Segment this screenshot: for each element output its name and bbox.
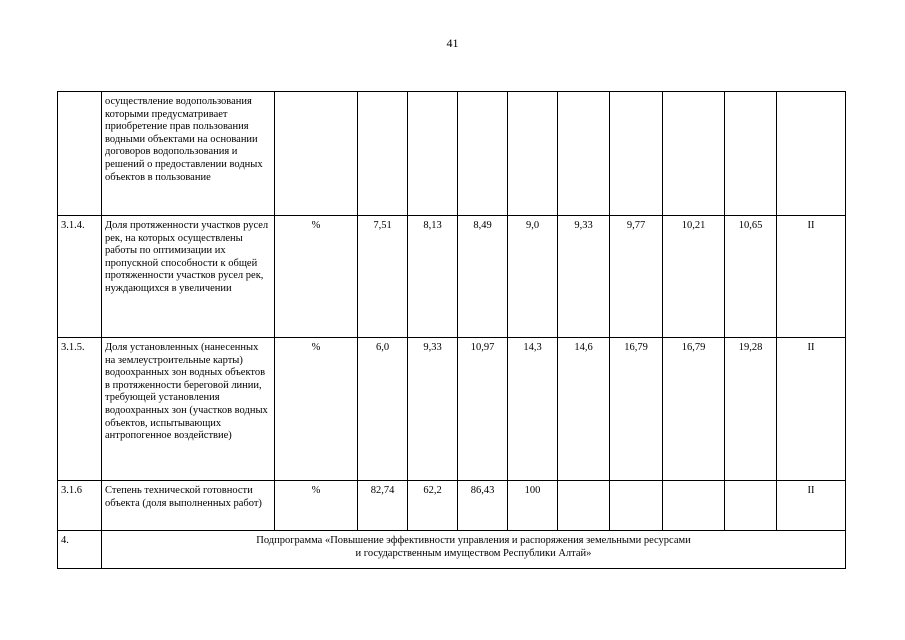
value-cell: 8,49: [458, 216, 508, 338]
subprogram-number: 4.: [58, 531, 102, 569]
table-row: [58, 338, 846, 481]
category-cell: II: [777, 481, 846, 531]
indicator-description: Доля протяженности участков русел рек, на которых осуществлены работы по оптимизации их пропускной способности к общей протяженности участков русел рек, нуждающихся в увеличении: [102, 216, 275, 338]
row-number: [58, 92, 102, 216]
value-cell: 100: [508, 481, 558, 531]
unit-cell: %: [275, 216, 358, 338]
value-cell: 14,3: [508, 338, 558, 481]
indicator-description: Степень технической готовности объекта (доля выполненных работ): [102, 481, 275, 531]
indicator-description: Доля установленных (нанесенных на землеустроительные карты) водоохранных зон водных объектов в протяженности береговой линии, требующей установления водоохранных зон (участков водных объектов, испытывающих антропогенное воздействие): [102, 338, 275, 481]
value-cell: [458, 92, 508, 216]
table-row: [58, 216, 846, 338]
value-cell: 62,2: [408, 481, 458, 531]
unit-cell: [275, 92, 358, 216]
value-cell: [725, 481, 777, 531]
value-cell: 86,43: [458, 481, 508, 531]
value-cell: 8,13: [408, 216, 458, 338]
subprogram-row: [58, 531, 846, 569]
value-cell: [558, 92, 610, 216]
value-cell: [725, 92, 777, 216]
value-cell: 10,21: [663, 216, 725, 338]
value-cell: 16,79: [663, 338, 725, 481]
value-cell: [663, 92, 725, 216]
value-cell: 10,97: [458, 338, 508, 481]
indicators-table: [57, 91, 846, 569]
unit-cell: %: [275, 481, 358, 531]
table-row: [58, 481, 846, 531]
row-number: 3.1.5.: [58, 338, 102, 481]
value-cell: 9,33: [558, 216, 610, 338]
value-cell: [358, 92, 408, 216]
subprogram-title-line1: Подпрограмма «Повышение эффективности управления и распоряжения земельными ресурсами: [256, 535, 691, 546]
value-cell: [610, 92, 663, 216]
value-cell: 16,79: [610, 338, 663, 481]
indicator-description: осуществление водопользования которыми предусматривает приобретение прав пользования водными объектами на основании договоров водопользования и решений о предоставлении водных объектов в пользование: [102, 92, 275, 216]
value-cell: 19,28: [725, 338, 777, 481]
table-row: [58, 92, 846, 216]
value-cell: 10,65: [725, 216, 777, 338]
value-cell: 82,74: [358, 481, 408, 531]
unit-cell: %: [275, 338, 358, 481]
value-cell: [610, 481, 663, 531]
row-number: 3.1.6: [58, 481, 102, 531]
subprogram-title-line2: и государственным имуществом Республики Алтай»: [355, 547, 592, 559]
value-cell: 9,0: [508, 216, 558, 338]
value-cell: 7,51: [358, 216, 408, 338]
category-cell: II: [777, 338, 846, 481]
subprogram-title: [102, 531, 846, 569]
category-cell: [777, 92, 846, 216]
value-cell: [558, 481, 610, 531]
value-cell: 6,0: [358, 338, 408, 481]
value-cell: 9,33: [408, 338, 458, 481]
value-cell: [508, 92, 558, 216]
value-cell: [663, 481, 725, 531]
row-number: 3.1.4.: [58, 216, 102, 338]
value-cell: 9,77: [610, 216, 663, 338]
value-cell: 14,6: [558, 338, 610, 481]
page-number: 41: [446, 36, 459, 50]
category-cell: II: [777, 216, 846, 338]
value-cell: [408, 92, 458, 216]
